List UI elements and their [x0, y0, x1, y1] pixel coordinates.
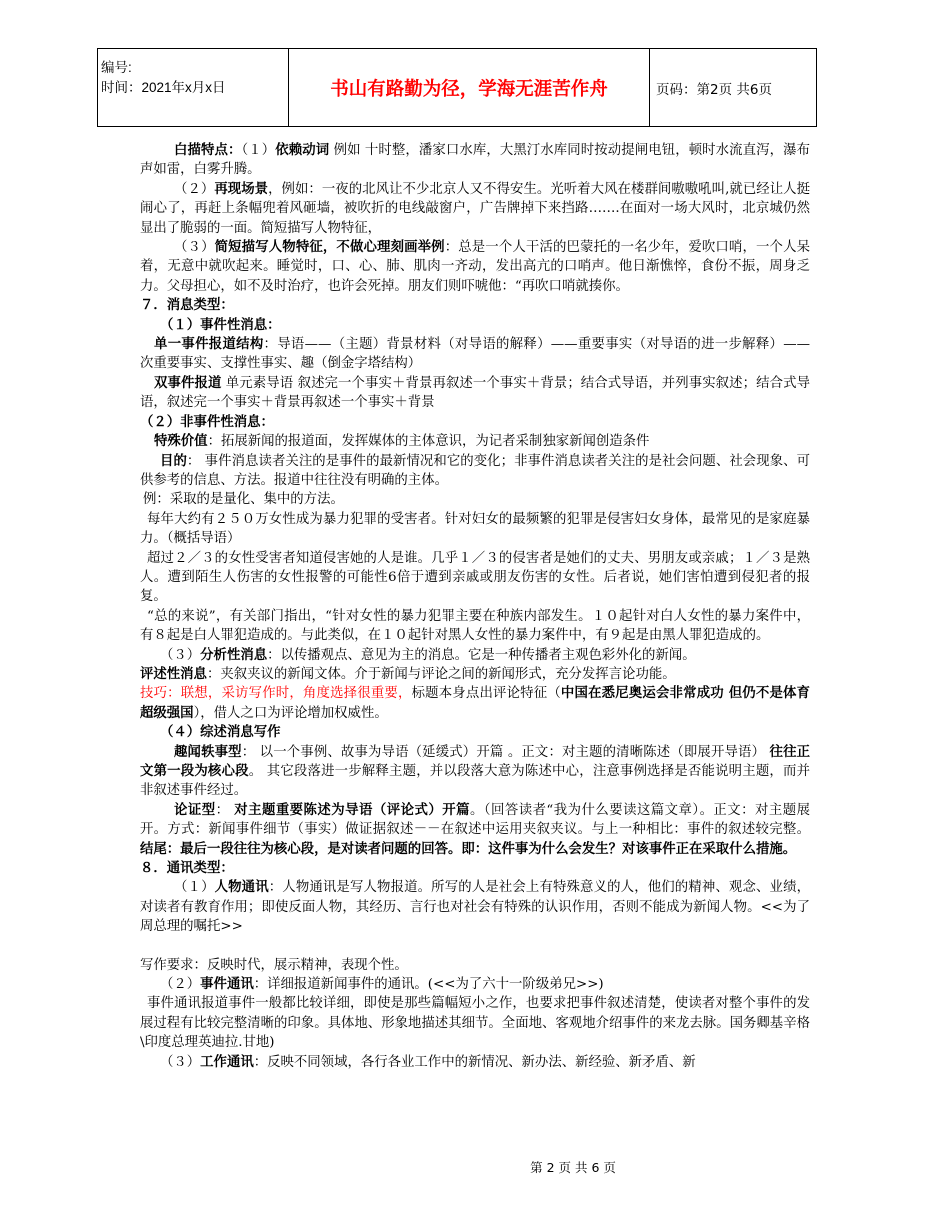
text: ：夹叙夹议的新闻文体。介于新闻与评论之间的新闻形式，充分发挥言论功能。: [206, 666, 676, 682]
text: （２）: [174, 181, 215, 197]
term: 白描特点：: [174, 142, 242, 158]
paragraph: [140, 801, 810, 859]
term: 往往正文第一段为核心段: [140, 743, 811, 779]
number-label: 编号:: [101, 60, 132, 75]
text: 例如 十时整，潘家口水库，大黑汀水库同时按动提闸电钮，顿时水流直泻，瀑布声如雷，白雾升腾。: [140, 143, 811, 178]
paragraph: [140, 646, 810, 665]
term: 中国在悉尼奥运会非常成功 但仍不是体育超级强国: [140, 685, 810, 721]
text: 单元素导语 叙述完一个事实＋背景再叙述一个事实＋背景；结合式导语，并列事实叙述；结合式导语，叙述完一个事实＋背景再叙述一个事实＋背景: [140, 375, 810, 411]
text: （１）: [241, 143, 276, 158]
text: 标题本身点出评论特征（: [411, 686, 561, 702]
text: ：总是一个人干活的巴蒙托的一名少年，爱吹口哨，一个人呆着，无意中就吹起来。睡觉时，口、心、肺、肌肉一齐动，发出高亢的口哨声。他日渐憔悴，食份不振，周身乏力。父母担心，如不及时治疗，也许会死掉。朋友们则吓唬他：“再吹口哨就揍你。: [140, 240, 811, 294]
paragraph: [140, 878, 810, 936]
text: ：反映不同领域，各行各业工作中的新情况、新办法、新经验、新矛盾、新: [253, 1054, 696, 1070]
paragraph: [140, 684, 810, 723]
text: ：详细报道新闻事件的通讯。(<<为了六十一阶级弟兄>>): [253, 977, 604, 993]
paragraph: [140, 743, 810, 801]
term: 人物通讯: [214, 879, 269, 896]
section-heading: [140, 296, 810, 315]
paragraph: [140, 335, 810, 374]
term: 评述性消息: [140, 665, 207, 682]
footer-page-number: 第 2 页 共 6 页: [530, 1160, 616, 1175]
term: 结尾：最后一段往往为核心段，是对读者问题的回答。即：这件事为什么会发生？对该事件正在采取什么措施。: [140, 840, 797, 857]
paragraph: [140, 374, 810, 413]
time-label: 时间：2021年x月x日: [101, 80, 226, 95]
paragraph: 每年大约有２５０万女性成为暴力犯罪的受害者。针对妇女的最频繁的犯罪是侵害妇女身体，最常见的是家庭暴力。（概括导语）: [140, 511, 810, 547]
paragraph: [140, 665, 810, 684]
paragraph: “总的来说”，有关部门指出，“针对女性的暴力犯罪主要在种族内部发生。１０起针对白人女性的暴力案件中，有８起是白人罪犯造成的。与此类似，在１０起针对黑人女性的暴力案件中，有９起是由黑人罪犯造成的。: [140, 608, 810, 644]
text: 。（回答读者“我为什么要读这篇文章）。正文：对主题展开。方式：新闻事件细节（事实）做证据叙述－－在叙述中运用夹叙夹议。与上一种相比：事件的叙述较完整。: [140, 802, 811, 838]
subsection-heading: [140, 723, 810, 742]
paragraph: 超过２／３的女性受害者知道侵害她的人是谁。几乎１／３的侵害者是她们的丈夫、男朋友或亲戚；１／３是熟人。遭到陌生人伤害的女性报警的可能性6倍于遭到亲戚或朋友伤害的女性。后者说，她们害怕遭到侵犯者的报复。: [140, 550, 810, 605]
document-body: [140, 141, 810, 1072]
page-label: 页码：第2页 共6页: [650, 49, 817, 127]
term: 双事件报道: [154, 374, 222, 391]
paragraph: [140, 432, 810, 451]
term: 工作通讯: [200, 1053, 254, 1070]
term: 对主题重要陈述为导语（评论式）开篇: [234, 801, 470, 818]
page-footer: [0, 1158, 950, 1176]
motto: 书山有路勤为径，学海无涯苦作舟: [289, 49, 650, 127]
term: 事件通讯: [200, 976, 254, 993]
text: （１）: [174, 880, 215, 896]
text: （３）: [160, 1054, 201, 1070]
paragraph: [140, 141, 810, 180]
highlight-text: 技巧：联想，采访写作时，角度选择很重要，: [140, 686, 412, 702]
paragraph: [140, 180, 810, 238]
text: ：: [215, 802, 235, 818]
text: （２）: [160, 977, 201, 993]
heading-text: ８．通讯类型：: [140, 860, 234, 877]
heading-text: （１）事件性消息：: [160, 316, 281, 333]
heading-text: ７．消息类型：: [140, 297, 234, 314]
paragraph: 例：采取的是量化、集中的方法。: [143, 492, 344, 508]
text: ：导语——（主题）背景材料（对导语的解释）——重要事实（对导语的进一步解释）——次重要事实、支撑性事实、趣（倒金字塔结构）: [140, 337, 811, 372]
text: ：拓展新闻的报道面，发挥媒体的主体意识，为记者采制独家新闻创造条件: [207, 434, 650, 450]
text: ，例如：一夜的北风让不少北京人又不得安生。光听着大风在楼群间嗷嗷吼叫,就已经让人挺闹心了，再赶上条幅兜着风砸墙，被吹折的电线敲窗户，广告牌掉下来挡路…….在面对一场大风时，北京城仍然显出了脆弱的一面。简短描写人物特征，: [140, 181, 810, 236]
term: 趣闻轶事型: [174, 743, 242, 760]
term: 再现场景: [214, 180, 269, 197]
paragraph: [140, 238, 810, 296]
header-meta-cell: [98, 49, 289, 127]
paragraph: 写作要求：反映时代，展示精神，表现个性。: [140, 957, 408, 973]
paragraph: 事件通讯报道事件一般都比较详细，即使是那些篇幅短小之作，也要求把事件叙述清楚，使读者对整个事件的发展过程有比较完整清晰的印象。具体地、形象地描述其细节。全面地、客观地介绍事件的来龙去脉。国务卿基辛格\印度总理英迪拉.甘地): [140, 996, 810, 1051]
text: ：人物通讯是写人物报道。所写的人是社会上有特殊意义的人，他们的精神、观念、业绩，对读者有教育作用；即使反面人物，其经历、言行也对社会有特殊的认识作用，否则不能成为新闻人物。<<为了周总理的嘱托>>: [140, 880, 811, 935]
section-heading: [140, 859, 810, 878]
text: ： 以一个事例、故事为导语（延缓式）开篇 。正文：对主题的清晰陈述（即展开导语）: [241, 744, 770, 760]
paragraph: [140, 452, 810, 491]
term: 目的: [160, 452, 187, 469]
term: 简短描写人物特征，不做心理刻画举例: [214, 239, 445, 256]
heading-text: （２）非事件性消息：: [140, 413, 274, 430]
text: （３）: [174, 240, 215, 256]
text: ： 事件消息读者关注的是事件的最新情况和它的变化；非事件消息读者关注的是社会问题、社会现象、可供参考的信息、方法。报道中往往没有明确的主体。: [140, 453, 810, 488]
term: 依赖动词: [275, 142, 330, 158]
text: ），借人之口为评论增加权威性。: [193, 705, 388, 721]
term: 论证型: [174, 801, 216, 818]
header-table: [97, 48, 817, 127]
subsection-heading: [140, 316, 810, 335]
text: 。 其它段落进一步解释主题，并以段落大意为陈述中心，注意事例选择是否能说明主题，而并非叙述事件经过。: [140, 764, 810, 799]
paragraph: [140, 975, 810, 994]
paragraph: [140, 1053, 810, 1072]
term: 单一事件报道结构: [154, 336, 264, 353]
heading-text: （４）综述消息写作: [160, 724, 281, 741]
subsection-heading: [140, 413, 810, 432]
term: 分析性消息: [200, 646, 268, 663]
text: （３）: [160, 647, 201, 663]
blank-line: [140, 937, 810, 956]
text: ：以传播观点、意见为主的消息。它是一种传播者主观色彩外化的新闻。: [267, 647, 696, 663]
term: 特殊价值: [154, 433, 208, 450]
